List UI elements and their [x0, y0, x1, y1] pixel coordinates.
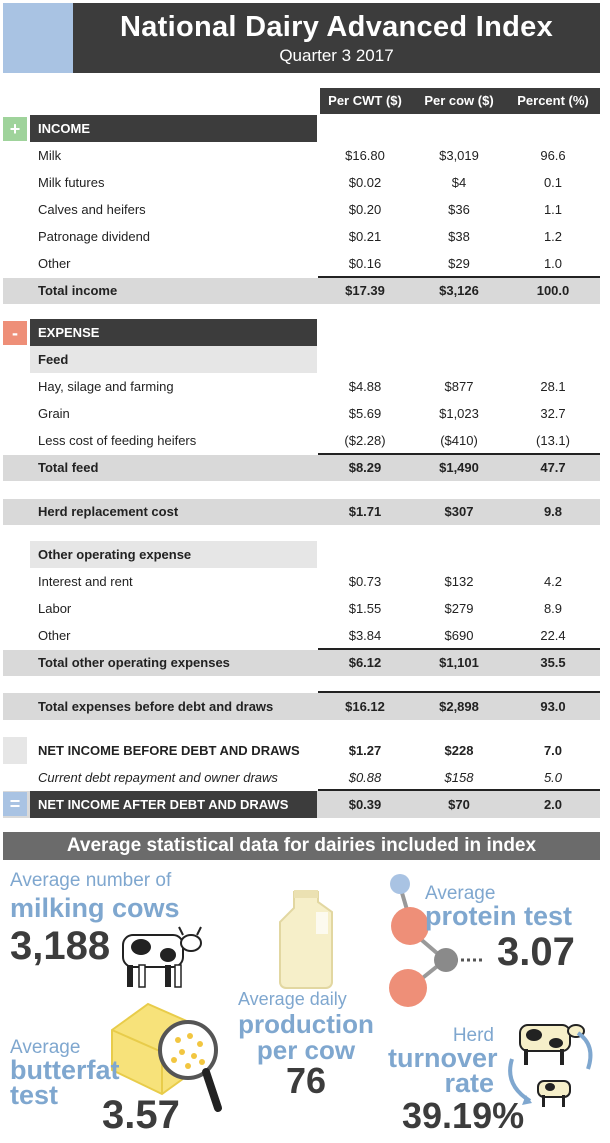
table-row: Grain $5.69 $1,023 32.7: [38, 406, 566, 421]
butterfat-value: 3.57: [102, 1093, 180, 1137]
other-title-row: Other operating expense: [38, 547, 192, 562]
expense-title: EXPENSE: [38, 325, 100, 340]
net-after-row: NET INCOME AFTER DEBT AND DRAWS $0.39 $70 2.0: [38, 797, 563, 812]
turnover-label-2: turnover: [388, 1043, 498, 1073]
table-row: Other $3.84 $690 22.4: [38, 628, 566, 643]
cows-value: 3,188: [10, 924, 111, 968]
column-headers: [320, 88, 600, 114]
equals-icon: =: [3, 792, 27, 816]
turnover-label-3: rate: [444, 1068, 494, 1098]
table-row: Other $0.16 $29 1.0: [38, 256, 563, 271]
feed-title-row: Feed: [38, 352, 69, 367]
production-label-3: per cow: [256, 1035, 356, 1065]
turnover-label-1: Herd: [452, 1025, 494, 1046]
butterfat-label-3: test: [10, 1080, 59, 1110]
table-row: Milk $16.80 $3,019 96.6: [38, 148, 566, 163]
page-subtitle: Quarter 3 2017: [279, 46, 394, 65]
table-row: Interest and rent $0.73 $132 4.2: [38, 574, 563, 589]
production-value: 76: [285, 1060, 327, 1101]
butterfat-label-1: Average: [10, 1037, 81, 1058]
minus-icon: -: [3, 321, 27, 345]
table-row: Patronage dividend $0.21 $38 1.2: [38, 229, 563, 244]
expense-title-row: [0, 319, 600, 346]
header: [73, 3, 600, 73]
header-accent: [3, 3, 73, 73]
table-row: Calves and heifers $0.20 $36 1.1: [38, 202, 563, 217]
cows-label-2: milking cows: [10, 893, 180, 923]
protein-label-2: protein test: [425, 901, 573, 931]
col-percent: Percent (%): [517, 93, 589, 108]
net-before-row: NET INCOME BEFORE DEBT AND DRAWS $1.27 $228 7.0: [38, 743, 563, 758]
table-row: Hay, silage and farming $4.88 $877 28.1: [38, 379, 566, 394]
cows-label-1: Average number of: [10, 870, 172, 891]
table-row: Milk futures $0.02 $4 0.1: [38, 175, 563, 190]
production-label-2: production: [238, 1009, 374, 1039]
plus-icon: +: [3, 117, 27, 141]
page-title: National Dairy Advanced Index: [119, 11, 554, 43]
herd-cycle-icon: [500, 1015, 600, 1115]
col-per-cow: Per cow ($): [424, 93, 494, 108]
protein-value: 3.07: [497, 930, 575, 974]
total-income-row: Total income $17.39 $3,126 100.0: [38, 283, 570, 298]
total-other-row: Total other operating expenses $6.12 $1,101 35.5: [38, 655, 566, 670]
turnover-value: 39.19%: [402, 1095, 525, 1136]
col-per-cwt: Per CWT ($): [328, 93, 402, 108]
total-expenses-row: Total expenses before debt and draws $16.12 $2,898 93.0: [38, 699, 566, 714]
production-label-1: Average daily: [238, 989, 347, 1009]
draws-row: Current debt repayment and owner draws $0.88 $158 5.0: [38, 770, 563, 785]
table-row: Labor $1.55 $279 8.9: [38, 601, 563, 616]
income-title: INCOME: [38, 121, 90, 136]
table-row: Less cost of feeding heifers ($2.28) ($410) (13.1): [38, 433, 570, 448]
butterfat-label-2: butterfat: [10, 1055, 120, 1085]
total-feed-row: Total feed $8.29 $1,490 47.7: [38, 460, 566, 475]
stats-banner: Average statistical data for dairies included in index: [3, 832, 600, 860]
income-title-row: [0, 115, 600, 142]
cow-icon: [113, 925, 205, 991]
herd-replacement-row: Herd replacement cost $1.71 $307 9.8: [38, 504, 563, 519]
milk-jug-icon: [272, 890, 344, 990]
protein-label-1: Average: [425, 883, 496, 904]
